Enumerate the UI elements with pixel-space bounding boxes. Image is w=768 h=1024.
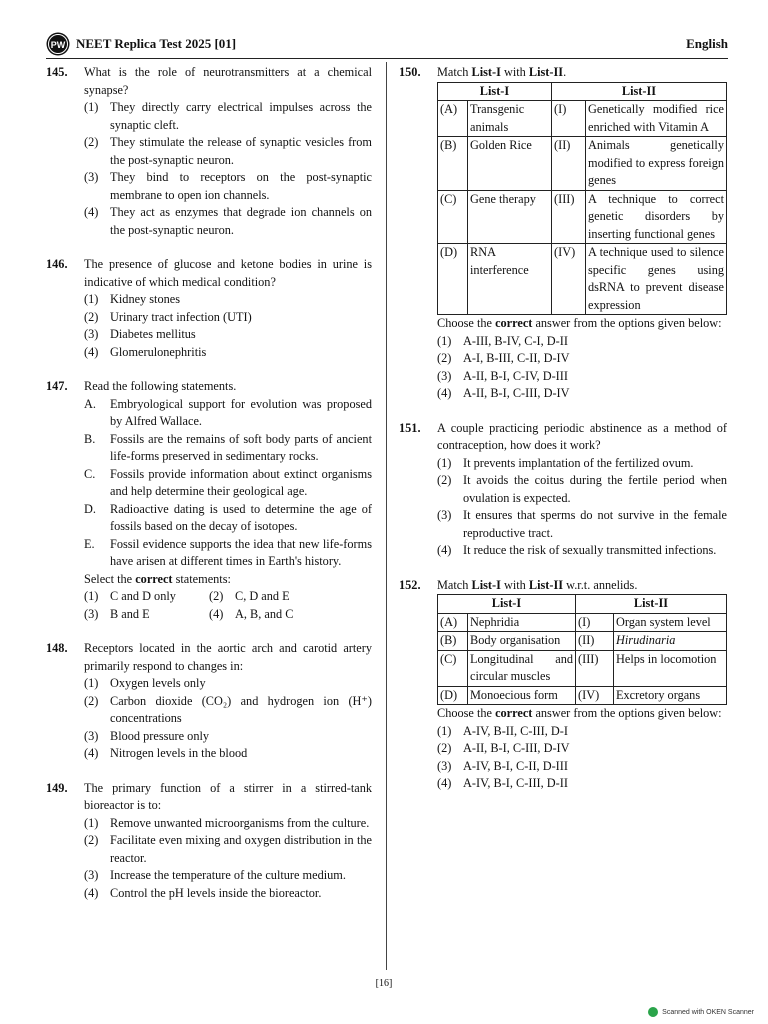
question-number: 152.	[399, 577, 421, 592]
question-text: Receptors located in the aortic arch and carotid artery primarily respond to changes in:	[84, 641, 372, 673]
statement: E. Fossil evidence supports the idea that new life-forms have arisen at different times in Earth's history.	[84, 536, 372, 568]
statement: A. Embryological support for evolution was proposed by Alfred Wallace.	[84, 396, 372, 428]
option: (3) Diabetes mellitus	[84, 327, 196, 341]
question-152	[399, 577, 727, 793]
option: (4) They act as enzymes that degrade ion channels on the post-synaptic neuron.	[84, 205, 372, 237]
question-number: 148.	[46, 641, 68, 655]
page-number: [16]	[375, 978, 393, 989]
header-divider	[46, 58, 728, 59]
option: (3) B and E	[84, 606, 150, 621]
question-number: 150.	[399, 65, 421, 79]
table-row: (D) Monoecious form (IV) Excretory organs	[438, 686, 727, 705]
question-text: Match List-I with List-II.	[437, 65, 567, 79]
option: (2) Urinary tract infection (UTI)	[84, 309, 252, 324]
test-title: NEET Replica Test 2025 [01]	[76, 36, 237, 51]
table-row: (B) Body organisation (II) Hirudinaria	[438, 632, 727, 651]
page-header	[46, 32, 728, 58]
column-header: List-II	[576, 595, 727, 614]
option: (1) Oxygen levels only	[84, 676, 206, 690]
scanner-watermark: Scanned with OKEN Scanner	[648, 1007, 754, 1017]
statement: B. Fossils are the remains of soft body parts of ancient life-forms preserved in sedimentary rocks.	[84, 431, 372, 463]
option: (4) Nitrogen levels in the blood	[84, 746, 248, 760]
select-instruction: Select the correct statements:	[84, 571, 231, 586]
option: (3) They bind to receptors on the post-synaptic membrane to open ion channels.	[84, 170, 372, 202]
question-text: The presence of glucose and ketone bodies in urine is indicative of which medical condition?	[84, 257, 372, 289]
question-text: Match List-I with List-II w.r.t. annelids.	[437, 577, 638, 592]
question-number: 149.	[46, 780, 68, 795]
statement: C. Fossils provide information about extinct organisms and help determine their geological age.	[84, 466, 372, 498]
left-column	[46, 64, 372, 902]
question-147	[46, 378, 372, 623]
option: (2) It avoids the coitus during the fertile period when ovulation is expected.	[437, 473, 727, 505]
column-header: List-I	[438, 82, 552, 101]
question-number: 145.	[46, 65, 68, 79]
table-row: (C) Longitudinal and circular muscles (III) Helps in locomotion	[438, 650, 727, 686]
match-table	[437, 82, 727, 316]
question-145	[46, 64, 372, 239]
column-header: List-I	[438, 595, 576, 614]
question-number: 151.	[399, 420, 421, 435]
option: (2) Facilitate even mixing and oxygen distribution in the reactor.	[84, 833, 372, 865]
option: (2) A-I, B-III, C-II, D-IV	[437, 351, 570, 365]
question-text: What is the role of neurotransmitters at a chemical synapse?	[84, 65, 372, 97]
option: (1) A-IV, B-II, C-III, D-I	[437, 723, 568, 738]
language-label: English	[686, 36, 728, 51]
question-text: Read the following statements.	[84, 379, 237, 393]
option: (1) A-III, B-IV, C-I, D-II	[437, 333, 568, 348]
question-148	[46, 640, 372, 763]
option: (1) They directly carry electrical impulses across the synaptic cleft.	[84, 100, 372, 132]
table-row: (A) Nephridia (I) Organ system level	[438, 613, 727, 632]
table-header-row	[438, 595, 727, 614]
table-row: (C) Gene therapy (III) A technique to correct genetic disorders by inserting functional genes	[438, 190, 727, 244]
option: (2) They stimulate the release of synaptic vesicles from the post-synaptic neuron.	[84, 135, 372, 167]
option: (4) It reduce the risk of sexually transmitted infections.	[437, 543, 717, 557]
option: (3) Increase the temperature of the culture medium.	[84, 868, 346, 882]
options-grid	[84, 588, 372, 623]
question-151	[399, 420, 727, 560]
option: (2) Carbon dioxide (CO₂) and hydrogen ion (H⁺) concentrations	[84, 693, 372, 725]
svg-text:PW: PW	[50, 40, 66, 50]
scanner-logo-icon	[648, 1007, 658, 1017]
choose-instruction: Choose the correct answer from the options given below:	[437, 706, 722, 720]
option: (4) Control the pH levels inside the bioreactor.	[84, 885, 322, 900]
option: (3) A-II, B-I, C-IV, D-III	[437, 368, 568, 383]
option: (4) Glomerulonephritis	[84, 344, 207, 359]
table-row: (D) RNA interference (IV) A technique used to silence specific genes using dsRNA to prevent disease expression	[438, 244, 727, 315]
right-column	[399, 64, 727, 793]
match-table	[437, 594, 727, 705]
statement: D. Radioactive dating is used to determine the age of fossils based on the decay of isotopes.	[84, 501, 372, 533]
option: (3) A-IV, B-I, C-II, D-III	[437, 758, 568, 773]
question-text: The primary function of a stirrer in a stirred-tank bioreactor is to:	[84, 780, 372, 812]
option: (1) It prevents implantation of the fertilized ovum.	[437, 455, 694, 470]
question-number: 146.	[46, 257, 68, 271]
option: (2) C, D and E	[209, 589, 290, 603]
option: (2) A-II, B-I, C-III, D-IV	[437, 741, 570, 755]
option: (4) A-II, B-I, C-III, D-IV	[437, 386, 570, 400]
table-row: (B) Golden Rice (II) Animals genetically modified to express foreign genes	[438, 137, 727, 191]
table-row: (A) Transgenic animals (I) Genetically modified rice enriched with Vitamin A	[438, 101, 727, 137]
table-header-row	[438, 82, 727, 101]
option: (1) C and D only	[84, 589, 176, 603]
question-146	[46, 256, 372, 361]
option: (3) It ensures that sperms do not survive in the female reproductive tract.	[437, 508, 727, 540]
column-divider	[386, 62, 387, 970]
question-149	[46, 780, 372, 903]
choose-instruction: Choose the correct answer from the options given below:	[437, 316, 722, 330]
option: (4) A-IV, B-I, C-III, D-II	[437, 776, 568, 790]
option: (1) Remove unwanted microorganisms from the culture.	[84, 815, 370, 830]
pw-logo-icon	[46, 32, 70, 56]
question-text: A couple practicing periodic abstinence as a method of contraception, how does it work?	[437, 420, 727, 452]
question-number: 147.	[46, 379, 68, 393]
option: (4) A, B, and C	[209, 606, 294, 621]
question-150	[399, 64, 727, 403]
option: (3) Blood pressure only	[84, 728, 210, 743]
option: (1) Kidney stones	[84, 292, 181, 306]
column-header: List-II	[552, 82, 727, 101]
